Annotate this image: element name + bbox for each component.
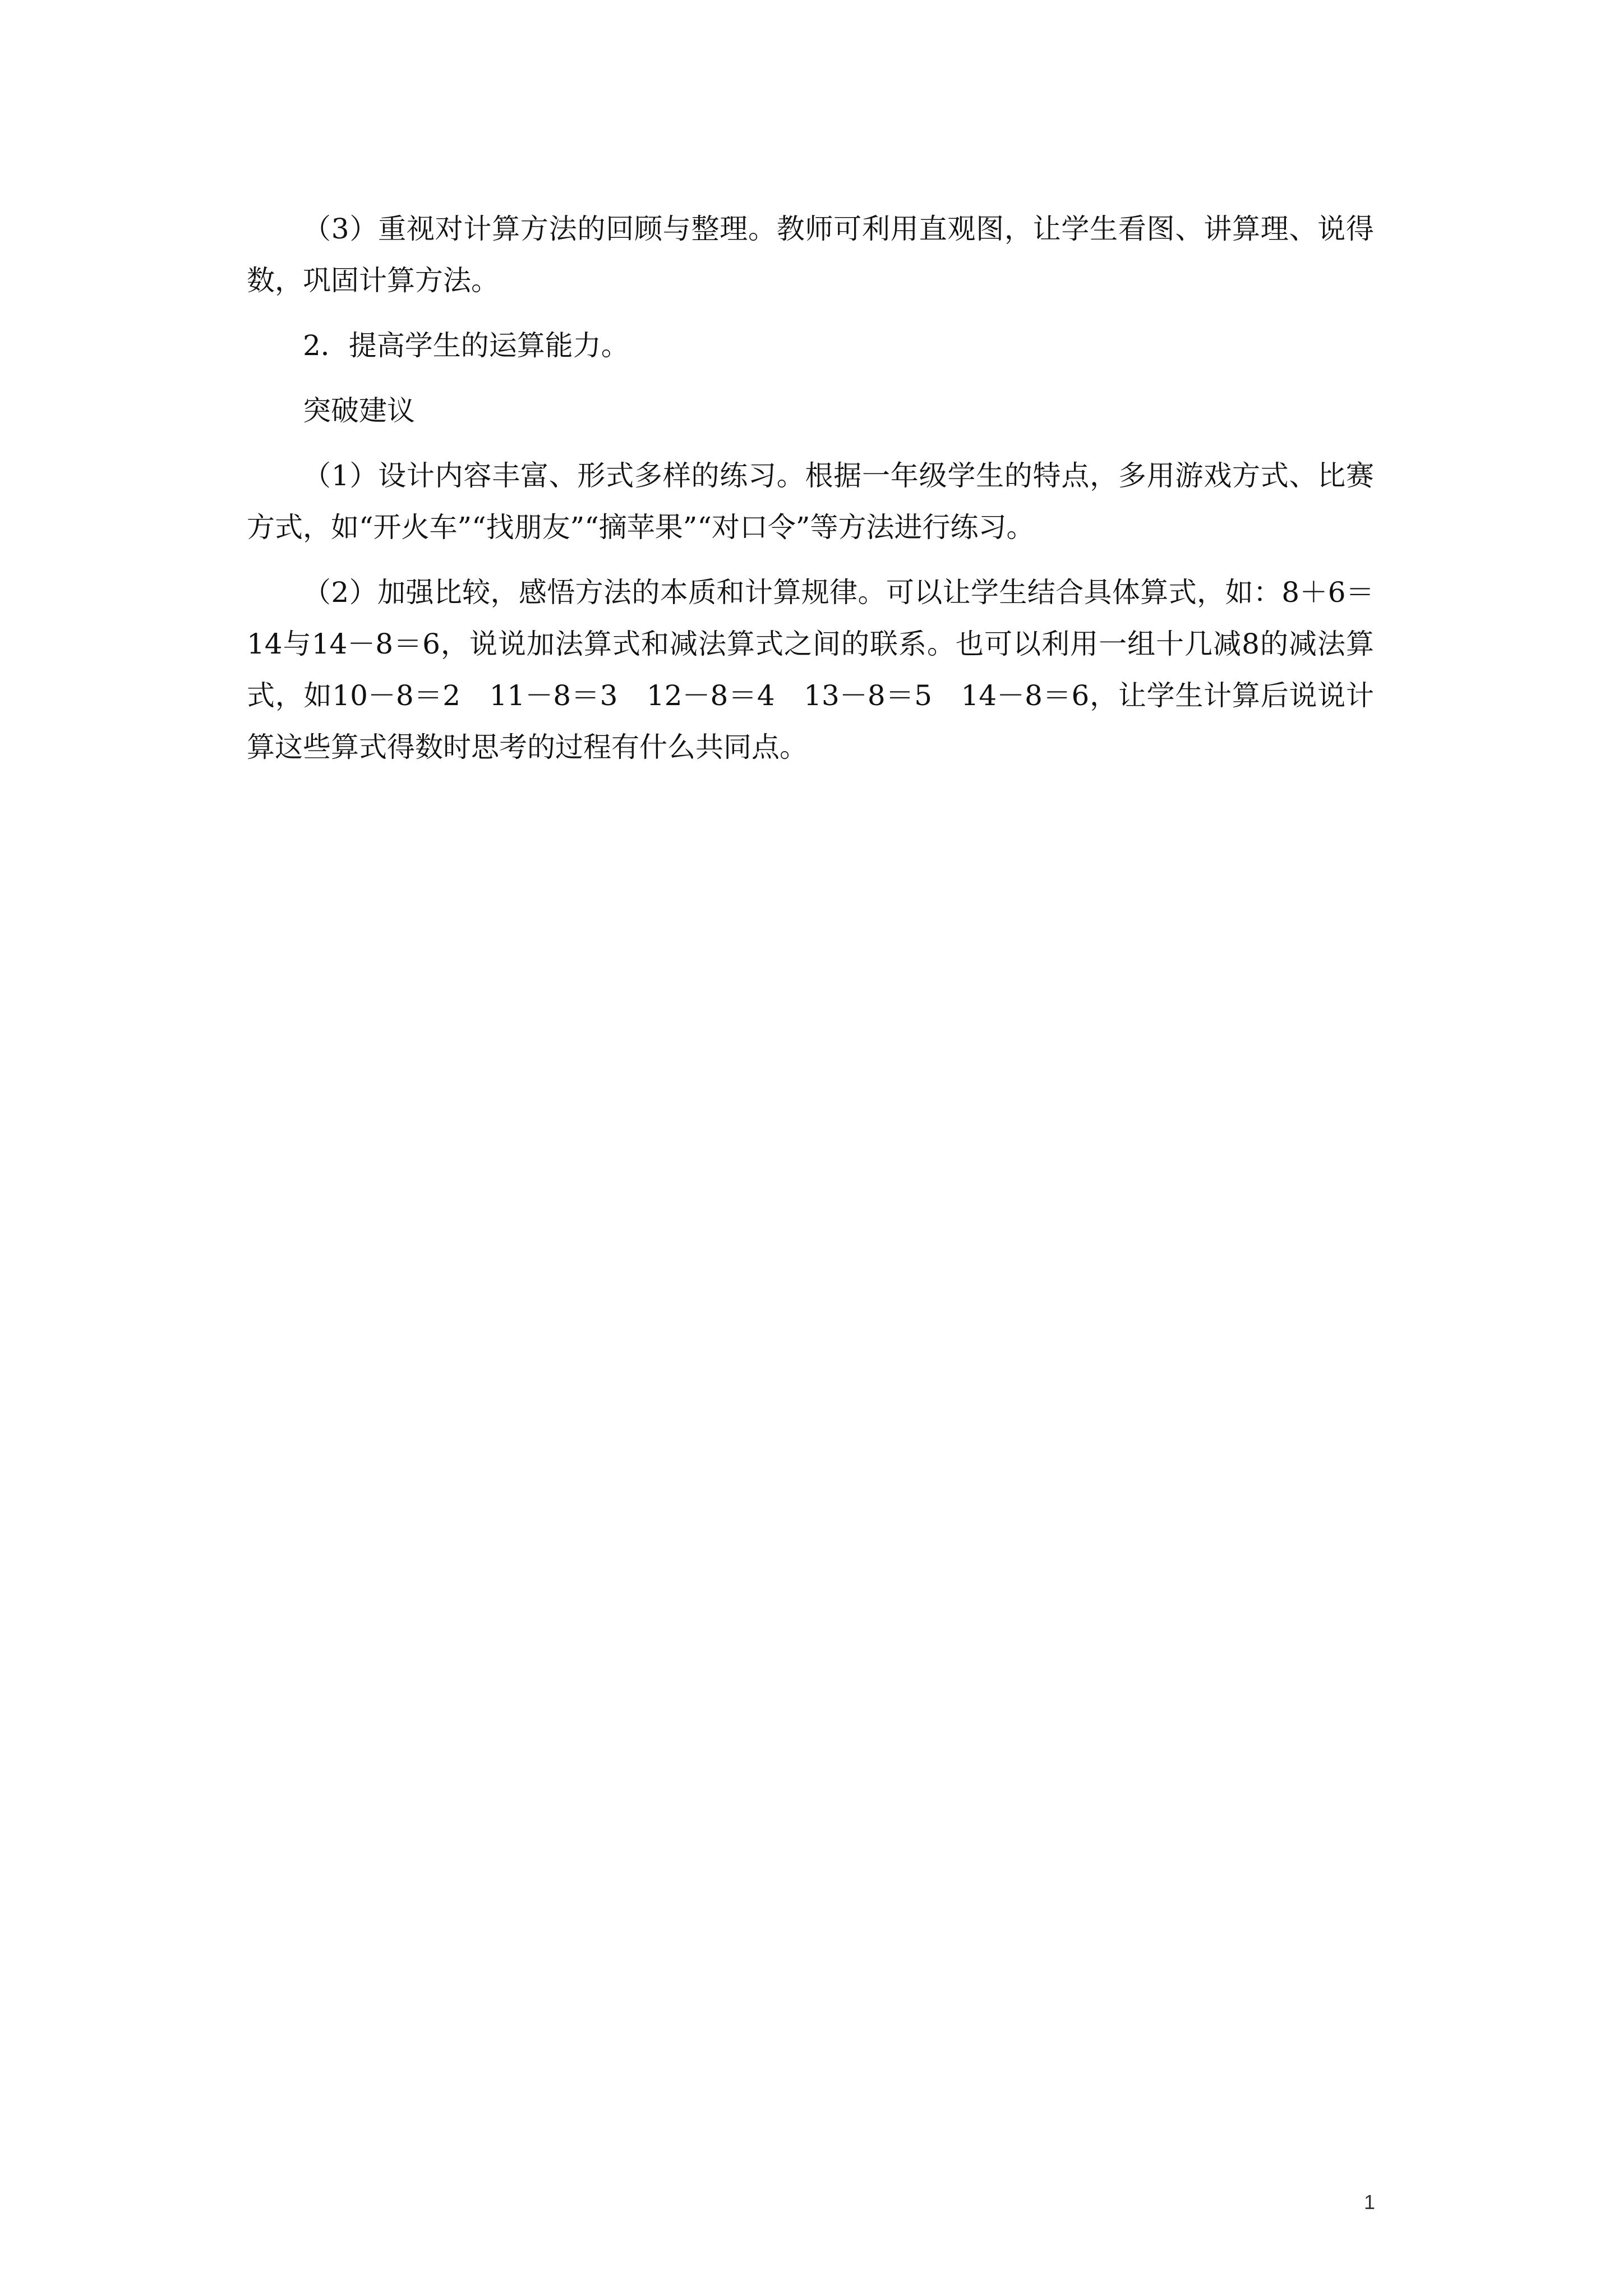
paragraph-review-calculation-methods: （3）重视对计算方法的回顾与整理。教师可利用直观图，让学生看图、讲算理、说得数，巩固计算方法。 [247,213,1374,297]
paragraph-breakthrough-suggestions-heading: 突破建议 [303,394,415,427]
document-body [247,203,1374,786]
paragraph-compare-methods: （2）加强比较，感悟方法的本质和计算规律。可以让学生结合具体算式，如：8＋6＝14与14－8＝6，说说加法算式和减法算式之间的联系。也可以利用一组十几减8的减法算式，如10－8＝2 11－8＝3 12－8＝4 13－8＝5 14－8＝6，让学生计算后说说计算这些算式得数时思考的过程有什么共同点。 [247,576,1374,763]
page-number: 1 [1364,2191,1376,2214]
paragraph-improve-operation-ability: 2．提高学生的运算能力。 [303,329,629,362]
paragraph-varied-exercises: （1）设计内容丰富、形式多样的练习。根据一年级学生的特点，多用游戏方式、比赛方式，如“开火车”“找朋友”“摘苹果”“对口令”等方法进行练习。 [247,459,1374,544]
